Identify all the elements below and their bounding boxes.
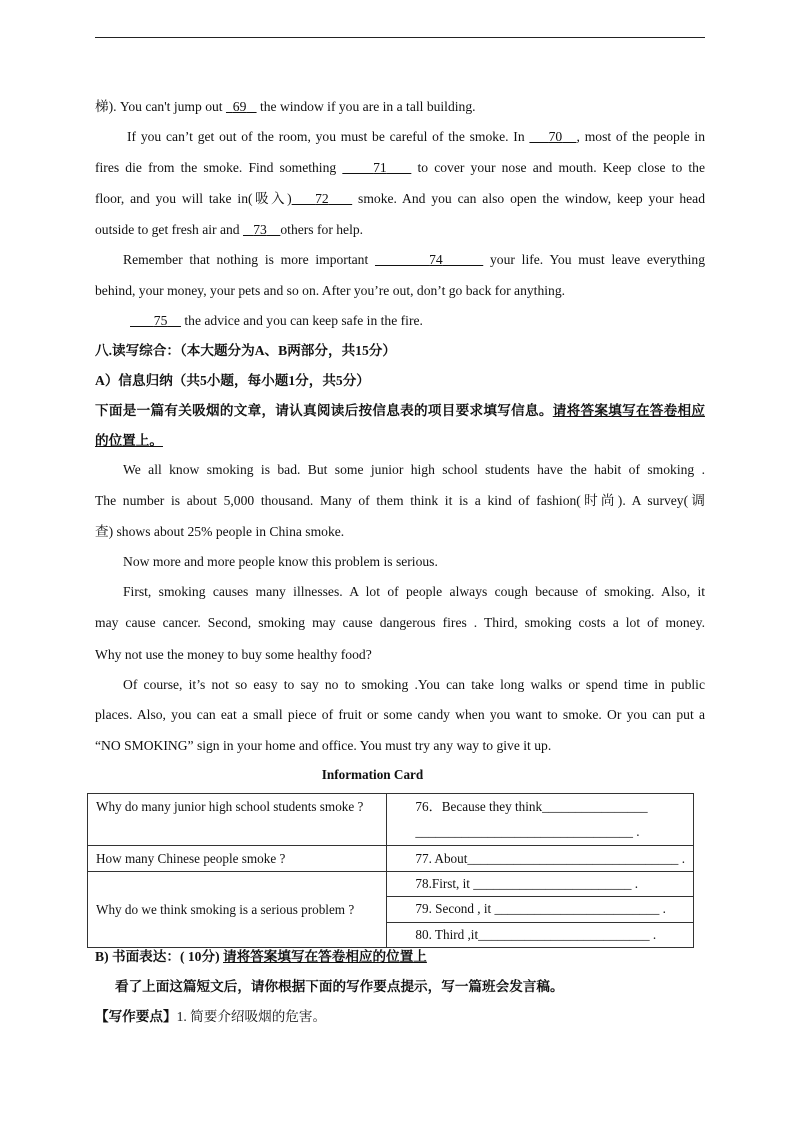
- blank-69[interactable]: 69: [232, 99, 247, 114]
- passage-p3-line-2: may cause cancer. Second, smoking may cause dangerous fires . Third, smoking costs a lot of money.: [95, 615, 705, 630]
- instruction-line-2: 的位置上。: [95, 433, 163, 448]
- blank-70[interactable]: 70: [548, 129, 563, 144]
- cloze-line-71: fires die from the smoke. Find something 71 to cover your nose and mouth. Keep close to the: [95, 160, 706, 175]
- answer-78[interactable]: 78.First, it ________________________ .: [415, 876, 639, 891]
- blank-74[interactable]: 74: [429, 252, 443, 267]
- cloze-line-69: 梯). You can't jump out 69 the window if you are in a tall building.: [95, 99, 476, 114]
- cloze-line-75: 75 the advice and you can keep safe in the fire.: [95, 312, 705, 330]
- cloze-line-73: outside to get fresh air and 73 others for help.: [95, 222, 364, 237]
- question-cell: [88, 794, 387, 846]
- answer-cell[interactable]: [387, 922, 694, 947]
- blank-75[interactable]: 75: [153, 313, 168, 328]
- question-cell: [88, 846, 387, 872]
- table-row: [88, 794, 694, 846]
- passage-p4-line-1: Of course, it’s not so easy to say no to smoking .You can take long walks or spend time in public: [123, 677, 705, 692]
- part-b-instruction: 看了上面这篇短文后，请你根据下面的写作要点提示，写一篇班会发言稿。: [115, 979, 564, 994]
- instruction-line-1: 下面是一篇有关吸烟的文章，请认真阅读后按信息表的项目要求填写信息。请将答案填写在答卷相应: [95, 403, 706, 418]
- information-card-title: Information Card: [321, 767, 424, 782]
- passage-p4-line-3: “NO SMOKING” sign in your home and office. You must try any way to give it up.: [95, 738, 552, 753]
- answer-80[interactable]: 80. Third ,it__________________________ .: [415, 926, 657, 942]
- passage-p2: Now more and more people know this problem is serious.: [123, 554, 438, 569]
- cloze-line-72: floor, and you will take in(吸入) 72 smoke. And you can also open the window, keep your head: [95, 191, 705, 206]
- writing-tips: 【写作要点】1. 简要介绍吸烟的危害。: [95, 1009, 327, 1024]
- answer-cell[interactable]: [387, 897, 694, 922]
- answer-76-line-2[interactable]: _________________________________ .: [415, 824, 640, 839]
- question-text: How many Chinese people smoke ?: [96, 851, 286, 866]
- question-cell: [88, 872, 387, 948]
- passage-p1-line-1: We all know smoking is bad. But some junior high school students have the habit of smoking .: [123, 462, 705, 477]
- passage-p3-line-3: Why not use the money to buy some healthy food?: [95, 647, 372, 662]
- part-a-heading: A）信息归纳（共5小题，每小题1分，共5分）: [95, 373, 370, 388]
- cloze-line-70: If you can’t get out of the room, you must be careful of the smoke. In 70 , most of the people in: [127, 129, 706, 144]
- table-row: [88, 872, 694, 897]
- answer-79[interactable]: 79. Second , it _________________________ .: [415, 901, 666, 917]
- cloze-line-74: Remember that nothing is more important 74 your life. You must leave everything: [123, 252, 706, 267]
- passage-p4-line-2: places. Also, you can eat a small piece of fruit or some candy when you want to smoke. Or you can put a: [95, 707, 705, 722]
- passage-p1-line-3: 查) shows about 25% people in China smoke.: [95, 524, 345, 539]
- question-text: Why do we think smoking is a serious problem ?: [96, 902, 355, 917]
- passage-p1-line-2: The number is about 5,000 thousand. Many of them think it is a kind of fashion(时尚). A survey(调: [95, 493, 705, 508]
- answer-cell[interactable]: [387, 872, 694, 897]
- answer-76-line-1[interactable]: 76．Because they think________________: [415, 799, 648, 814]
- answer-cell[interactable]: [387, 846, 694, 872]
- table-row: [88, 846, 694, 872]
- answer-cell[interactable]: [387, 794, 694, 846]
- information-card-table: [87, 793, 694, 948]
- answer-77[interactable]: 77. About________________________________ .: [415, 851, 685, 866]
- part-b-heading: B) 书面表达：( 10分) 请将答案填写在答卷相应的位置上: [95, 949, 427, 964]
- blank-73[interactable]: 73: [253, 222, 267, 237]
- blank-72[interactable]: 72: [315, 191, 329, 206]
- cloze-line-7: behind, your money, your pets and so on. After you’re out, don’t go back for anything.: [95, 283, 566, 298]
- section-8-heading: 八.读写综合：（本大题分为A、B两部分，共15分）: [95, 343, 396, 358]
- header-rule: [95, 37, 705, 38]
- blank-71[interactable]: 71: [373, 160, 387, 175]
- question-text: Why do many junior high school students smoke ?: [96, 799, 364, 814]
- passage-p3-line-1: First, smoking causes many illnesses. A lot of people always cough because of smoking. Also, it: [123, 584, 705, 599]
